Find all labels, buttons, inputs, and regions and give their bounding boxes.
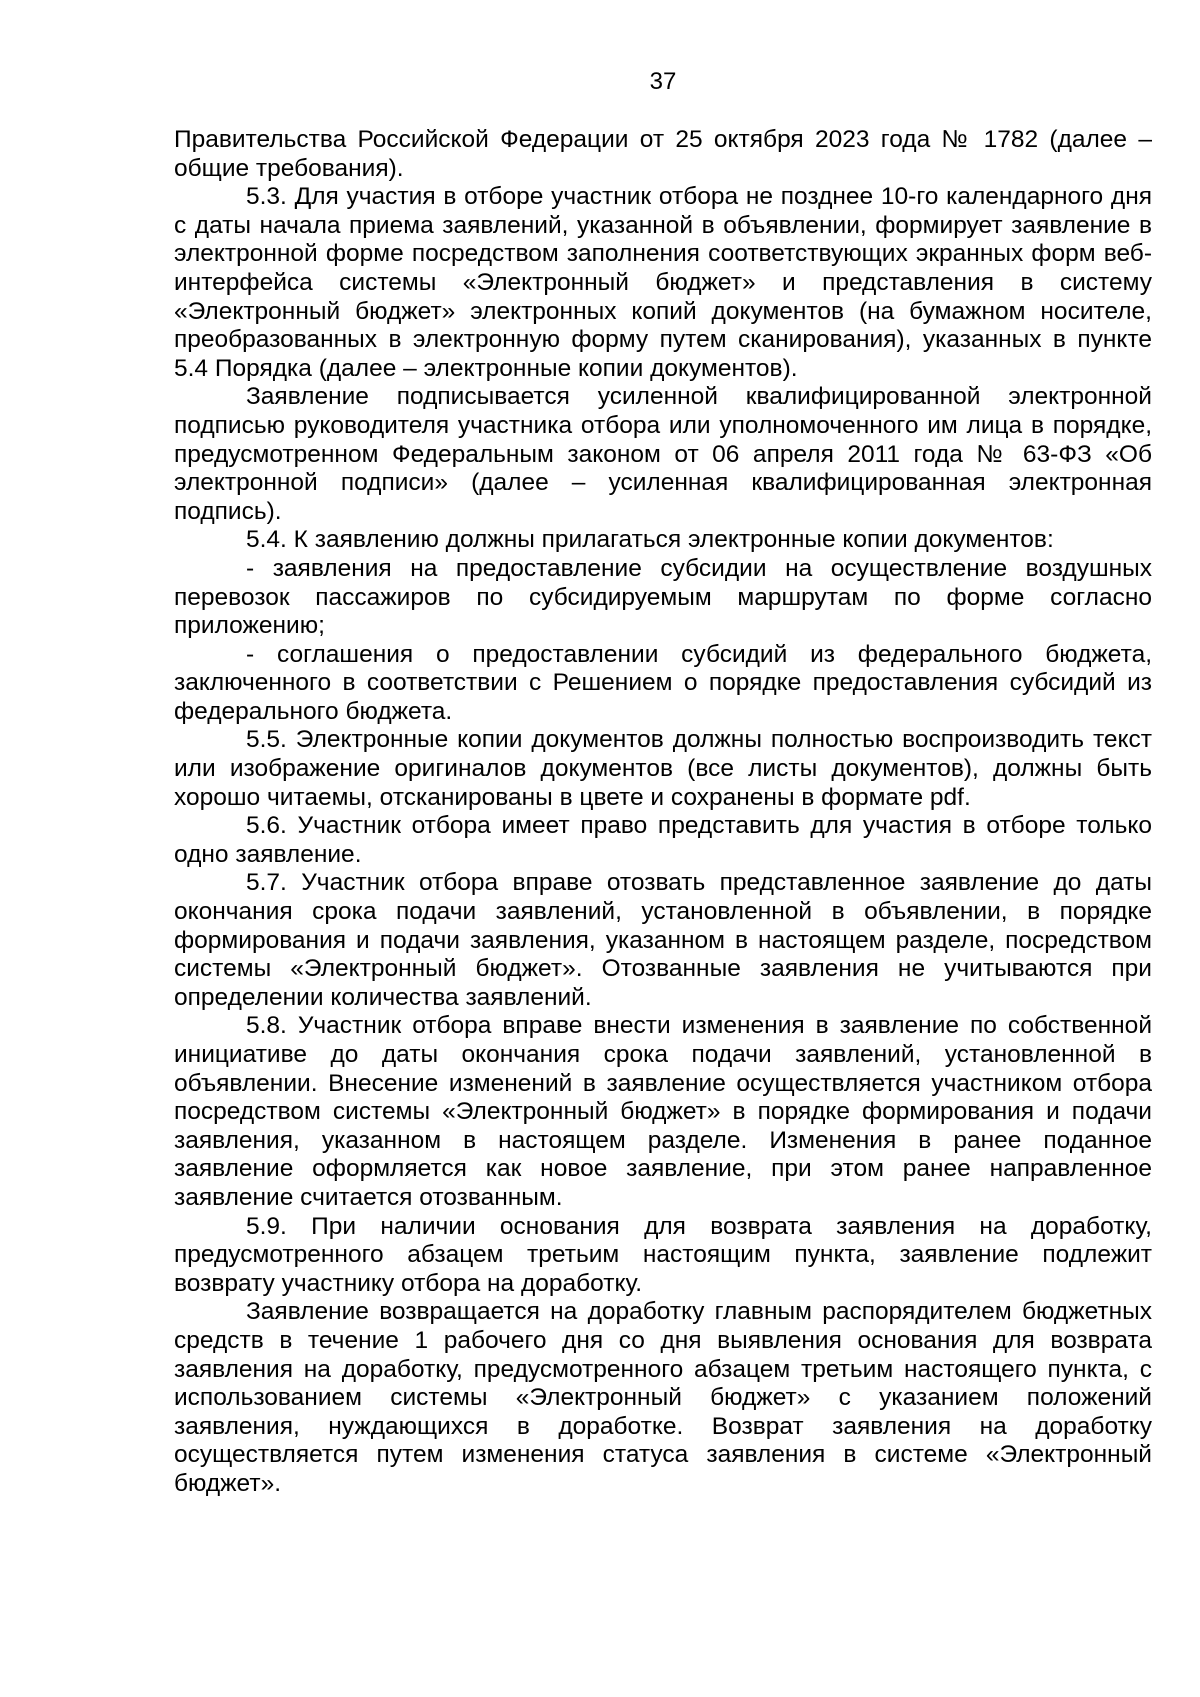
paragraph-5-6: 5.6. Участник отбора имеет право представить для участия в отборе только одно заявление. bbox=[174, 812, 1152, 868]
paragraph-5-8: 5.8. Участник отбора вправе внести изменения в заявление по собственной инициативе до даты окончания срока подачи заявлений, установленной в объявлении. Внесение изменений в заявление осуществляется участником отбора посредством системы «Электронный бюджет» в порядке формирования и подачи заявления, указанном в настоящем разделе. Изменения в ранее поданное заявление оформляется как новое заявление, при этом ранее направленное заявление считается отозванным. bbox=[174, 1012, 1152, 1211]
page-number: 37 bbox=[649, 68, 677, 95]
paragraph-5-5: 5.5. Электронные копии документов должны полностью воспроизводить текст или изображение оригиналов документов (все листы документов), должны быть хорошо читаемы, отсканированы в цвете и сохранены в формате pdf. bbox=[174, 726, 1152, 811]
paragraph-5-3: 5.3. Для участия в отборе участник отбора не позднее 10-го календарного дня с даты начала приема заявлений, указанной в объявлении, формирует заявление в электронной форме посредством заполнения соответствующих экранных форм веб-интерфейса системы «Электронный бюджет» и представления в систему «Электронный бюджет» электронных копий документов (на бумажном носителе, преобразованных в электронную форму путем сканирования), указанных в пункте 5.4 Порядка (далее – электронные копии документов). bbox=[174, 183, 1152, 382]
list-item-agreement: - соглашения о предоставлении субсидий из федерального бюджета, заключенного в соответствии с Решением о порядке предоставления субсидий из федерального бюджета. bbox=[174, 640, 1152, 725]
paragraph-5-9: 5.9. При наличии основания для возврата заявления на доработку, предусмотренного абзацем третьим настоящим пункта, заявление подлежит возврату участнику отбора на доработку. bbox=[174, 1212, 1152, 1297]
paragraph-return: Заявление возвращается на доработку главным распорядителем бюджетных средств в течение 1 рабочего дня со дня выявления основания для возврата заявления на доработку, предусмотренного абзацем третьим настоящего пункта, с использованием системы «Электронный бюджет» с указанием положений заявления, нуждающихся в доработке. Возврат заявления на доработку осуществляется путем изменения статуса заявления в системе «Электронный бюджет». bbox=[174, 1298, 1152, 1497]
list-item-application: - заявления на предоставление субсидии на осуществление воздушных перевозок пассажиров по субсидируемым маршрутам по форме согласно приложению; bbox=[174, 554, 1152, 640]
document-body bbox=[174, 126, 1152, 1499]
paragraph-5-4: 5.4. К заявлению должны прилагаться электронные копии документов: bbox=[246, 526, 1054, 554]
paragraph-signature: Заявление подписывается усиленной квалифицированной электронной подписью руководителя участника отбора или уполномоченного им лица в порядке, предусмотренном Федеральным законом от 06 апреля 2011 года № 63-ФЗ «Об электронной подписи» (далее – усиленная квалифицированная электронная подпись). bbox=[174, 383, 1152, 525]
paragraph-5-7: 5.7. Участник отбора вправе отозвать представленное заявление до даты окончания срока подачи заявлений, установленной в объявлении, в порядке формирования и подачи заявления, указанном в настоящем разделе, посредством системы «Электронный бюджет». Отозванные заявления не учитываются при определении количества заявлений. bbox=[174, 869, 1152, 1011]
paragraph-continuation: Правительства Российской Федерации от 25 октября 2023 года № 1782 (далее – общие требования). bbox=[174, 126, 1152, 182]
